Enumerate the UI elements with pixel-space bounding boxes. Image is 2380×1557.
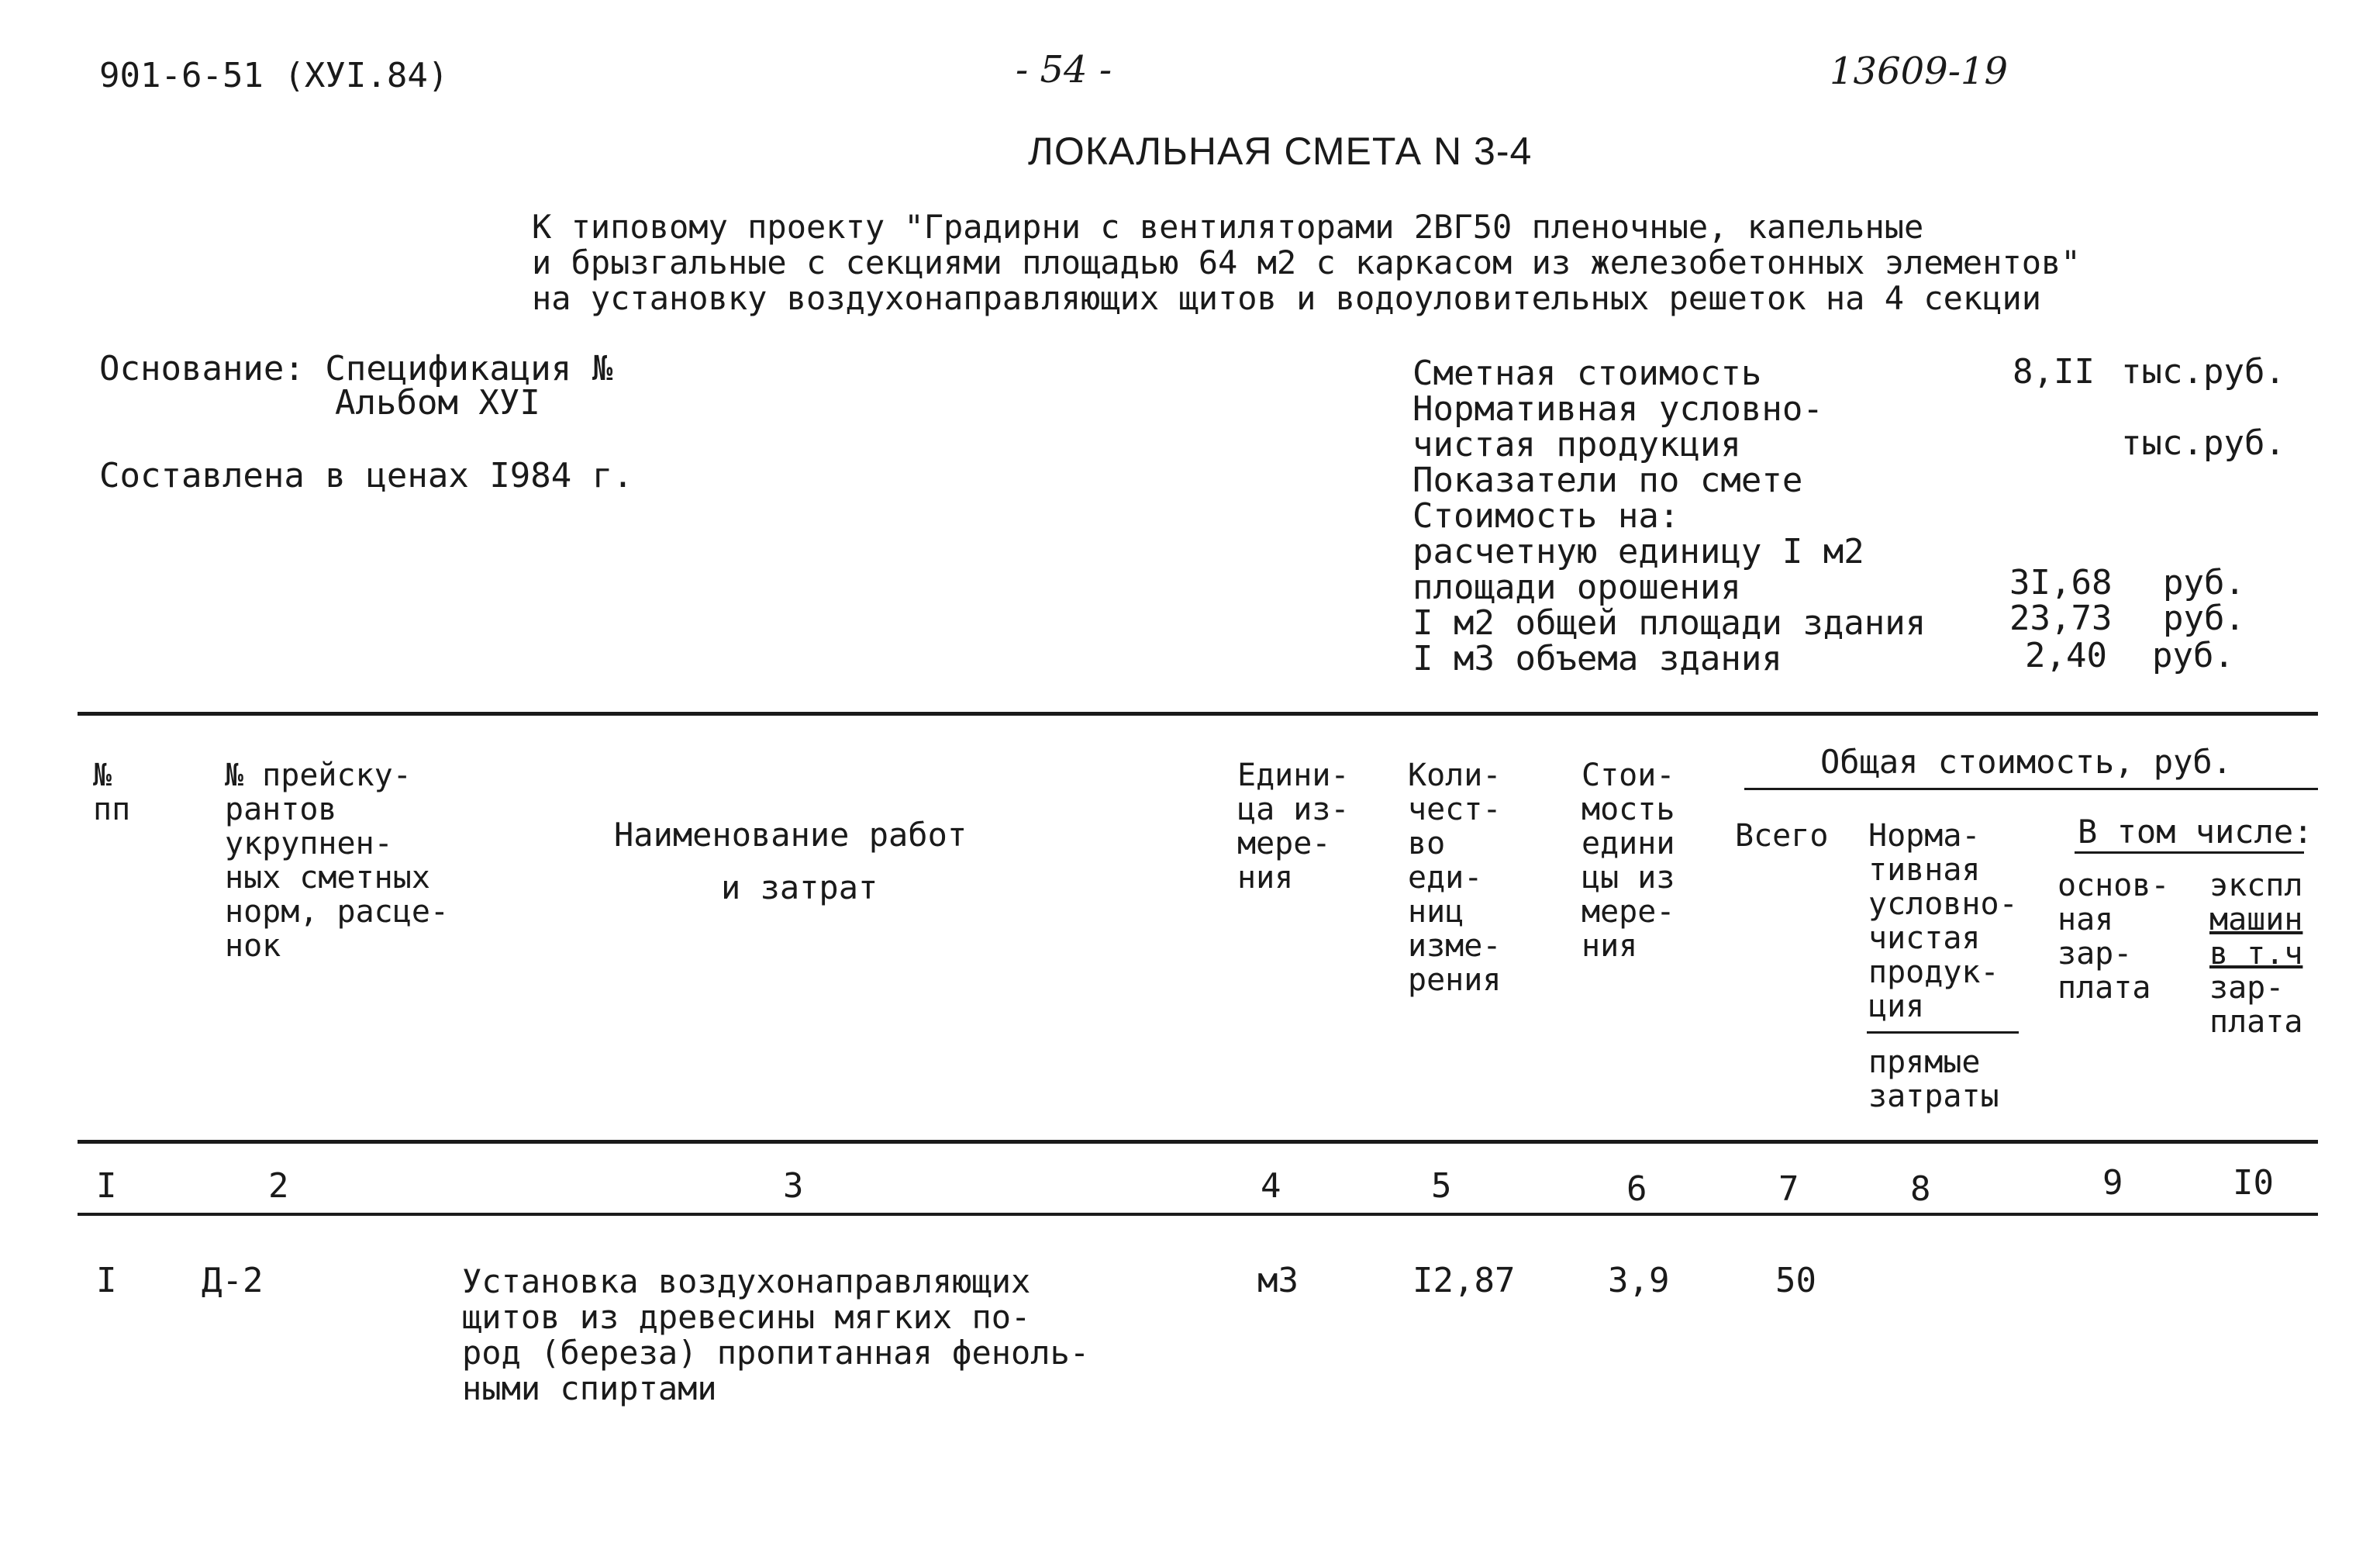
- col10-header-line-5: плата: [2209, 1004, 2303, 1040]
- price-basis: Составлена в ценах I984 г.: [99, 456, 633, 495]
- normative-unit: тыс.руб.: [2121, 423, 2285, 463]
- column-number-2: 2: [268, 1166, 289, 1206]
- intro-line-2: и брызгальные с секциями площадью 64 м2 с каркасом из железобетонных элементов": [532, 243, 2081, 281]
- page-title: ЛОКАЛЬНАЯ СМЕТА N 3-4: [1028, 129, 1533, 173]
- col8-divider: [1867, 1031, 2019, 1034]
- col2-header-line-6: нок: [225, 928, 281, 964]
- estimated-cost-value: 8,II: [2013, 352, 2095, 392]
- col6-header-line-2: мость: [1581, 792, 1675, 827]
- col1-header-line-2: пп: [93, 792, 131, 827]
- col3-header-line-2: и затрат: [721, 868, 878, 906]
- volume-cost-value: 2,40: [2025, 636, 2107, 675]
- col5-header-line-6: изме-: [1408, 928, 1502, 964]
- col8-header-line-2: тивная: [1868, 852, 1981, 888]
- col8-header-line-1: Норма-: [1868, 818, 1981, 854]
- col9-header-line-4: плата: [2057, 970, 2151, 1006]
- row-1-name-line-4: ными спиртами: [462, 1369, 717, 1407]
- col8-header-line-6: ция: [1868, 989, 1925, 1024]
- col2-header-line-1: № прейску-: [225, 758, 412, 793]
- col5-header-line-2: чест-: [1408, 792, 1502, 827]
- page-number: - 54 -: [1016, 48, 1112, 91]
- col2-header-line-2: рантов: [225, 792, 337, 827]
- column-number-4: 4: [1261, 1166, 1281, 1206]
- area-cost-label: I м2 общей площади здания: [1412, 603, 1926, 643]
- document-number: 13609-19: [1830, 50, 2008, 93]
- col3-header-line-1: Наименование работ: [614, 816, 968, 854]
- including-header: В том числе:: [2078, 813, 2313, 851]
- col10-header-line-3: в т.ч: [2209, 936, 2303, 972]
- col9-header-line-3: зар-: [2057, 936, 2133, 972]
- col6-header-line-3: едини: [1581, 826, 1675, 861]
- row-1-name-line-3: род (береза) пропитанная феноль-: [462, 1334, 1090, 1372]
- area-cost-value: 23,73: [2009, 599, 2113, 638]
- indicators-label: Показатели по смете: [1412, 461, 1803, 500]
- estimated-cost-unit: тыс.руб.: [2121, 352, 2285, 392]
- intro-line-1: К типовому проекту "Градирни с вентиляторами 2ВГ50 пленочные, капельные: [532, 208, 1924, 246]
- column-number-1: I: [96, 1166, 117, 1206]
- col8-header-line-4: чистая: [1868, 920, 1981, 956]
- col6-header-line-1: Стои-: [1581, 758, 1675, 793]
- column-number-8: 8: [1910, 1169, 1931, 1209]
- total-cost-underline: [1744, 788, 2318, 790]
- col8-header-line-5: продук-: [1868, 955, 1999, 990]
- column-number-9: 9: [2102, 1163, 2123, 1203]
- col4-header-line-2: ца из-: [1237, 792, 1350, 827]
- area-cost-unit: руб.: [2163, 599, 2245, 638]
- row-1-number: I: [96, 1261, 117, 1300]
- normative-label-1: Нормативная условно-: [1412, 389, 1823, 429]
- unit-cost-label-2: площади орошения: [1412, 568, 1741, 607]
- column-number-3: 3: [783, 1166, 804, 1206]
- col10-header-line-4: зар-: [2209, 970, 2285, 1006]
- row-1-unit: м3: [1257, 1261, 1299, 1300]
- basis-specification: Основание: Спецификация №: [99, 349, 613, 388]
- col1-header-line-1: №: [93, 758, 112, 793]
- column-numbers-rule: [78, 1213, 2318, 1216]
- col10-header-line-2: машин: [2209, 902, 2303, 937]
- total-cost-header: Общая стоимость, руб.: [1820, 743, 2233, 781]
- normative-label-2: чистая продукция: [1412, 425, 1741, 464]
- document-code: 901-6-51 (ХУI.84): [99, 56, 449, 95]
- col2-header-line-5: норм, расце-: [225, 894, 449, 930]
- col5-header-line-1: Коли-: [1408, 758, 1502, 793]
- col8-header-sub-1: прямые: [1868, 1044, 1981, 1080]
- column-number-10: I0: [2233, 1163, 2274, 1203]
- col4-header-line-1: Едини-: [1237, 758, 1350, 793]
- col5-header-line-7: рения: [1408, 962, 1502, 998]
- row-1-code: Д-2: [202, 1261, 264, 1300]
- table-top-rule: [78, 712, 2318, 716]
- row-1-name-line-2: щитов из древесины мягких по-: [462, 1298, 1031, 1336]
- col10-header-line-1: экспл: [2209, 868, 2303, 903]
- intro-line-3: на установку воздухонаправляющих щитов и водоуловительных решеток на 4 секции: [532, 279, 2042, 317]
- row-1-unit-price: 3,9: [1608, 1261, 1670, 1300]
- col5-header-line-3: во: [1408, 826, 1446, 861]
- col4-header-line-3: мере-: [1237, 826, 1331, 861]
- including-underline: [2075, 851, 2304, 854]
- col4-header-line-4: ния: [1237, 860, 1294, 896]
- col2-header-line-3: укрупнен-: [225, 826, 393, 861]
- row-1-name-line-1: Установка воздухонаправляющих: [462, 1262, 1031, 1300]
- unit-cost-value: 3I,68: [2009, 563, 2113, 602]
- table-header-bottom-rule: [78, 1140, 2318, 1144]
- col7-header: Всего: [1735, 818, 1829, 854]
- col6-header-line-4: цы из: [1581, 860, 1675, 896]
- col5-header-line-4: еди-: [1408, 860, 1483, 896]
- col6-header-line-6: ния: [1581, 928, 1638, 964]
- volume-cost-label: I м3 объема здания: [1412, 639, 1782, 678]
- row-1-total: 50: [1775, 1261, 1816, 1300]
- cost-on-label: Стоимость на:: [1412, 496, 1680, 536]
- column-number-5: 5: [1431, 1166, 1452, 1206]
- col8-header-sub-2: затраты: [1868, 1079, 1999, 1114]
- col8-header-line-3: условно-: [1868, 886, 2018, 922]
- col5-header-line-5: ниц: [1408, 894, 1464, 930]
- unit-cost-label-1: расчетную единицу I м2: [1412, 532, 1864, 571]
- col2-header-line-4: ных сметных: [225, 860, 430, 896]
- unit-cost-unit: руб.: [2163, 563, 2245, 602]
- col6-header-line-5: мере-: [1581, 894, 1675, 930]
- estimated-cost-label: Сметная стоимость: [1412, 354, 1762, 393]
- volume-cost-unit: руб.: [2152, 636, 2234, 675]
- column-number-7: 7: [1778, 1169, 1799, 1209]
- column-number-6: 6: [1626, 1169, 1647, 1209]
- col9-header-line-2: ная: [2057, 902, 2114, 937]
- col9-header-line-1: основ-: [2057, 868, 2170, 903]
- row-1-quantity: I2,87: [1412, 1261, 1516, 1300]
- basis-album: Альбом ХУI: [335, 383, 540, 423]
